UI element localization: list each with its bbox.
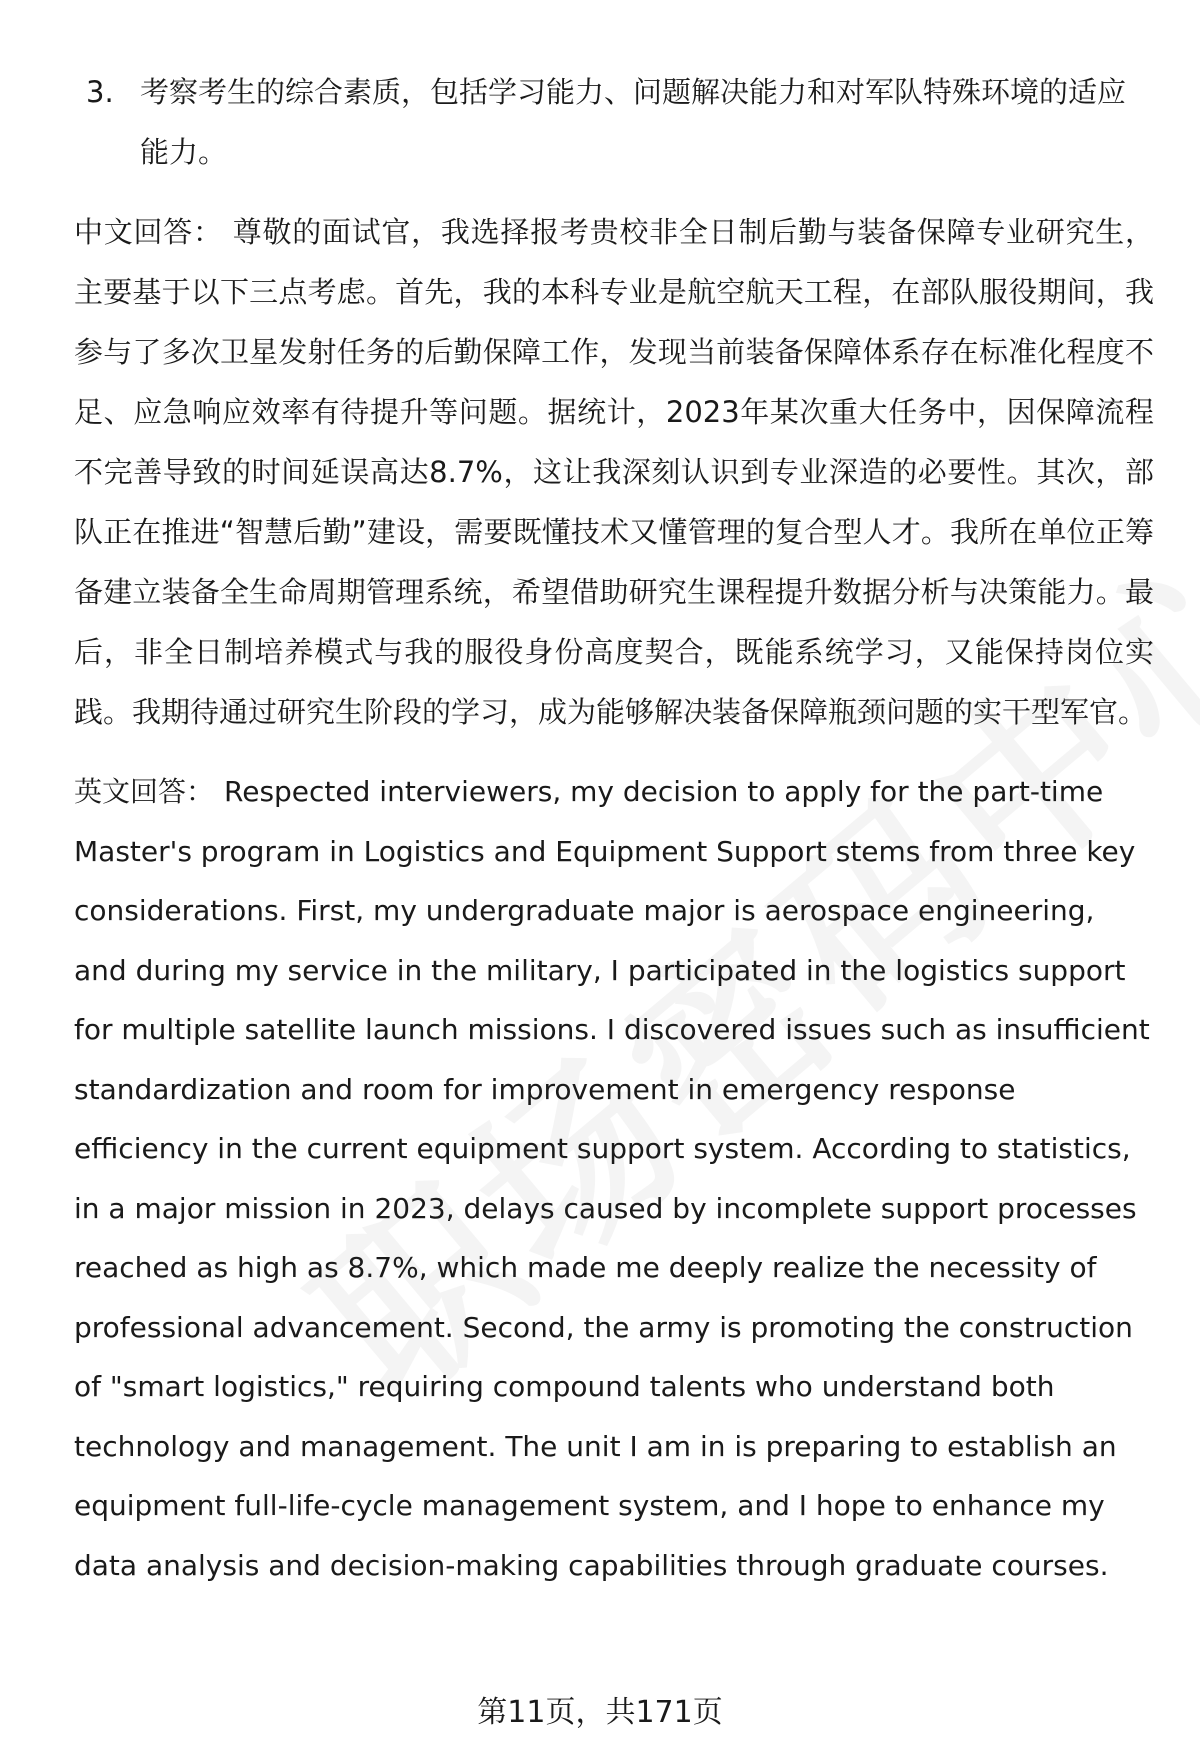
english-answer-paragraph	[74, 762, 1154, 1595]
document-page	[74, 62, 1154, 1615]
list-item-number: 3.	[86, 75, 114, 109]
chinese-answer-text: 尊敬的面试官，我选择报考贵校非全日制后勤与装备保障专业研究生，主要基于以下三点考虑。首先，我的本科专业是航空航天工程，在部队服役期间，我参与了多次卫星发射任务的后勤保障工作，发现当前装备保障体系存在标准化程度不足、应急响应效率有待提升等问题。据统计，2023年某次重大任务中，因保障流程不完善导致的时间延误高达8.7%，这让我深刻认识到专业深造的必要性。其次，部队正在推进“智慧后勤”建设，需要既懂技术又懂管理的复合型人才。我所在单位正筹备建立装备全生命周期管理系统，希望借助研究生课程提升数据分析与决策能力。最后，非全日制培养模式与我的服役身份高度契合，既能系统学习，又能保持岗位实践。我期待通过研究生阶段的学习，成为能够解决装备保障瓶颈问题的实干型军官。	[74, 215, 1154, 729]
list-item-text: 考察考生的综合素质，包括学习能力、问题解决能力和对军队特殊环境的适应能力。	[140, 75, 1127, 169]
chinese-answer-paragraph	[74, 202, 1154, 742]
page-footer	[0, 1693, 1200, 1733]
chinese-answer-label: 中文回答：	[74, 215, 223, 249]
english-answer-text: Respected interviewers, my decision to apply for the part-time Master's program in Logistics and Equipment Support stems from three key considerations. First, my undergraduate major is aerospace engineering, and during my service in the military, I participated in the logistics support for multiple satellite launch missions. I discovered issues such as insufficient standardization and room for improvement in emergency response efficiency in the current equipment support system. According to statistics, in a major mission in 2023, delays caused by incomplete support processes reached as high as 8.7%, which made me deeply realize the necessity of professional advancement. Second, the army is promoting the construction of "smart logistics," requiring compound talents who understand both technology and management. The unit I am in is preparing to establish an equipment full-life-cycle management system, and I hope to enhance my data analysis and decision-making capabilities through graduate courses.	[74, 775, 1150, 1582]
english-answer-label: 英文回答：	[74, 775, 215, 808]
page-indicator: 第11页，共171页	[477, 1695, 723, 1730]
numbered-list-item	[74, 62, 1154, 182]
